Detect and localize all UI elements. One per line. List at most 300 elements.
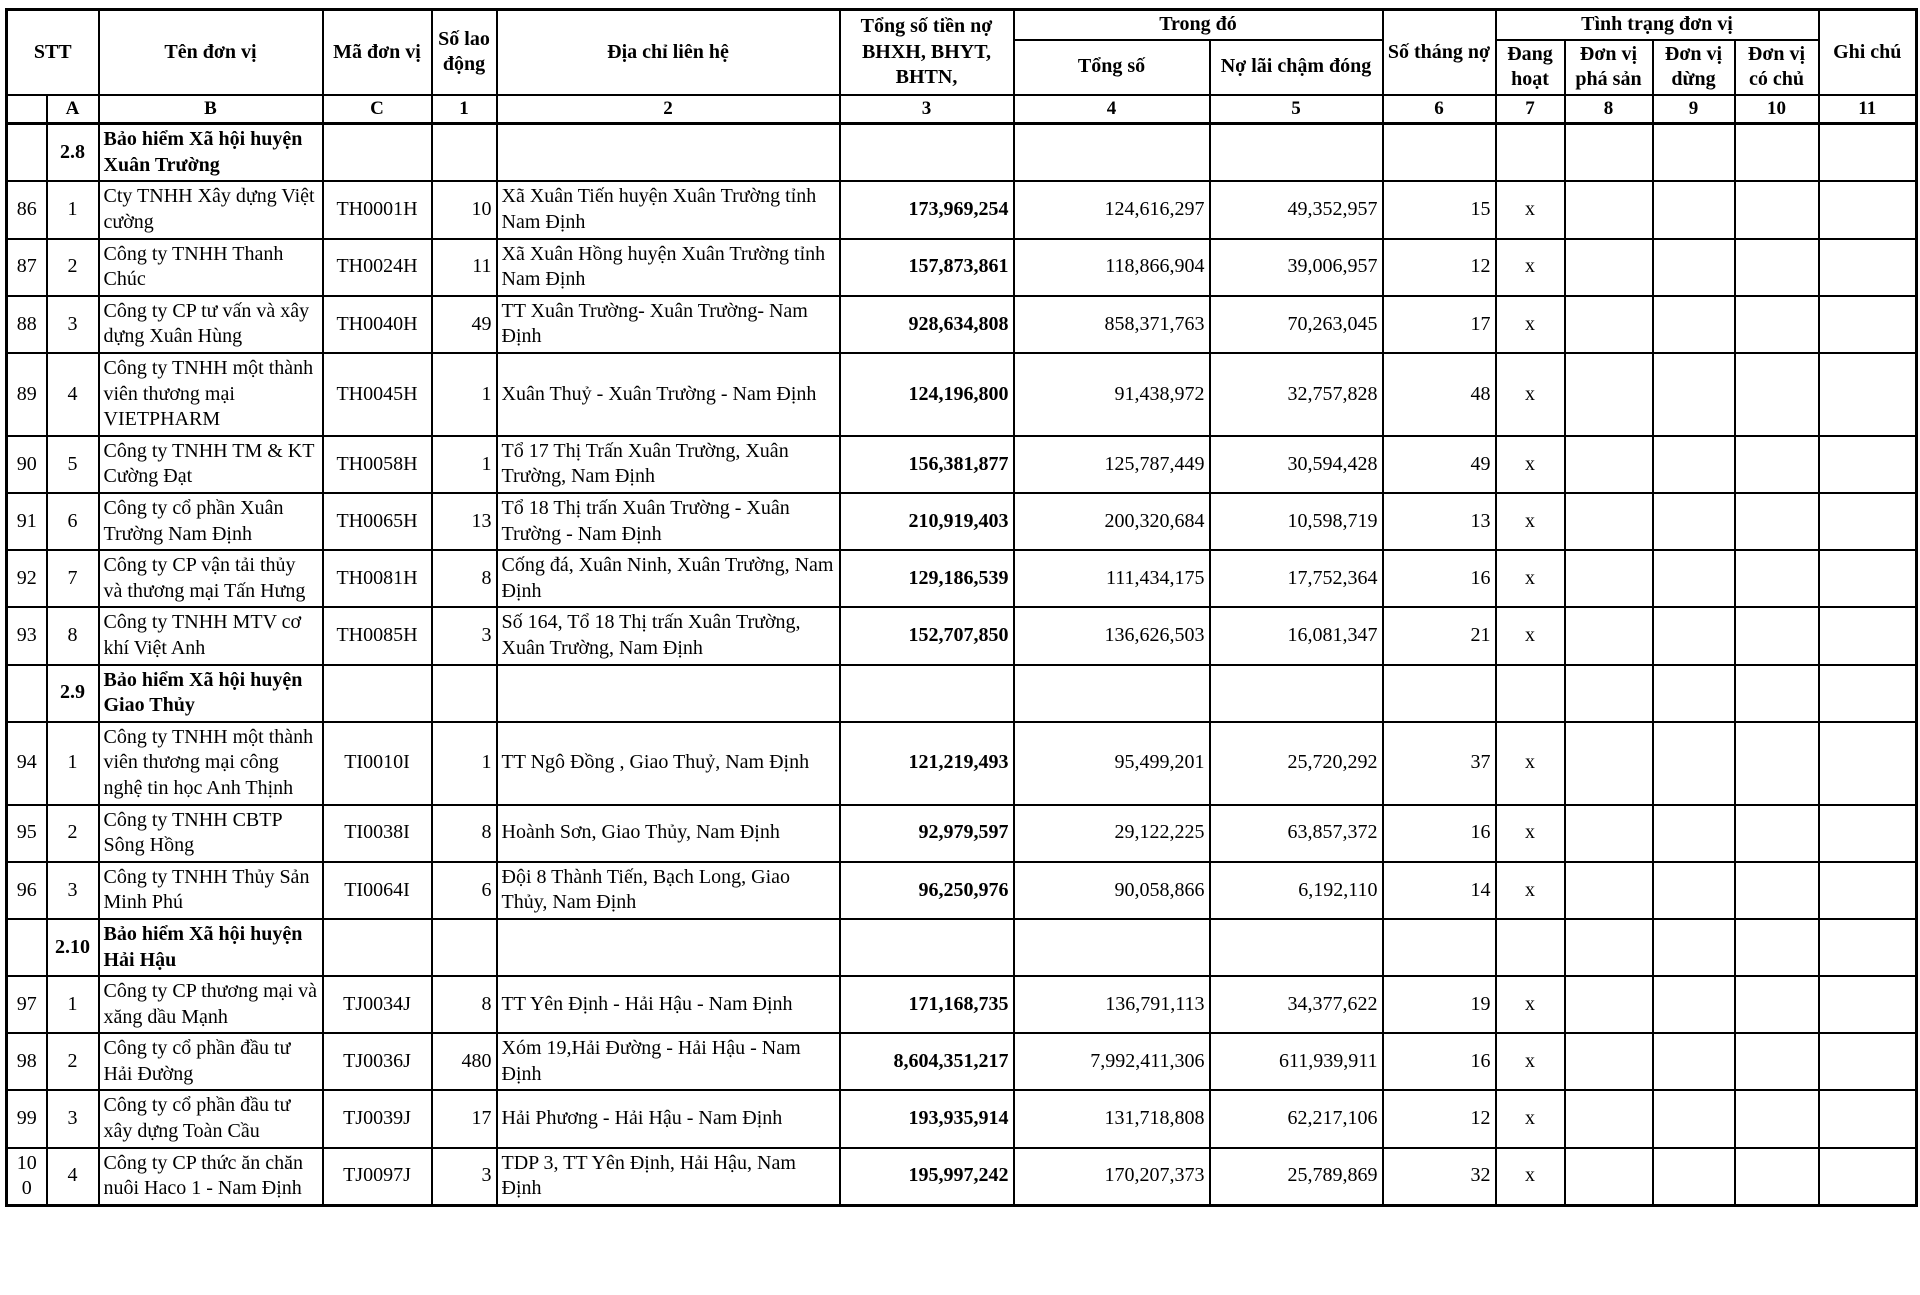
- section-row: [7, 665, 1917, 722]
- stt-cell: 96: [7, 862, 47, 919]
- late-interest-cell: 39,006,957: [1210, 239, 1383, 296]
- status-active-cell: x: [1496, 239, 1565, 296]
- empty-cell: [840, 124, 1014, 182]
- index-cell-c: C: [323, 95, 432, 124]
- late-interest-cell: 70,263,045: [1210, 296, 1383, 353]
- status-owner-cell: [1735, 1148, 1819, 1206]
- status-bankrupt-cell: [1565, 1033, 1653, 1090]
- status-stopped-cell: [1653, 550, 1735, 607]
- note-cell: [1819, 722, 1917, 805]
- note-cell: [1819, 607, 1917, 664]
- empty-cell: [7, 919, 47, 976]
- empty-cell: [497, 919, 840, 976]
- status-active-cell: x: [1496, 181, 1565, 238]
- total-debt-cell: 121,219,493: [840, 722, 1014, 805]
- empty-cell: [432, 124, 497, 182]
- section-row: [7, 919, 1917, 976]
- total-debt-cell: 156,381,877: [840, 436, 1014, 493]
- address-cell: TDP 3, TT Yên Định, Hải Hậu, Nam Định: [497, 1148, 840, 1206]
- index-cell-10: 10: [1735, 95, 1819, 124]
- status-owner-cell: [1735, 493, 1819, 550]
- index-cell-2: 2: [497, 95, 840, 124]
- status-stopped-cell: [1653, 1033, 1735, 1090]
- index-cell-9: 9: [1653, 95, 1735, 124]
- index-cell-a: A: [47, 95, 99, 124]
- workers-cell: 8: [432, 976, 497, 1033]
- empty-cell: [432, 919, 497, 976]
- status-owner-cell: [1735, 976, 1819, 1033]
- unit-name-cell: Công ty CP vận tải thủy và thương mại Tấn Hưng: [99, 550, 323, 607]
- index-cell: 6: [47, 493, 99, 550]
- unit-code-cell: TH0058H: [323, 436, 432, 493]
- principal-cell: 124,616,297: [1014, 181, 1210, 238]
- section-title: Bảo hiểm Xã hội huyện Xuân Trường: [99, 124, 323, 182]
- index-cell-3: 3: [840, 95, 1014, 124]
- workers-cell: 3: [432, 607, 497, 664]
- empty-cell: [1653, 665, 1735, 722]
- empty-cell: [1496, 665, 1565, 722]
- index-cell: 1: [47, 181, 99, 238]
- address-cell: Xã Xuân Tiến huyện Xuân Trường tỉnh Nam Định: [497, 181, 840, 238]
- status-stopped-cell: [1653, 976, 1735, 1033]
- stt-cell: 97: [7, 976, 47, 1033]
- months-cell: 19: [1383, 976, 1496, 1033]
- empty-cell: [7, 665, 47, 722]
- workers-cell: 1: [432, 722, 497, 805]
- unit-name-cell: Công ty cổ phần Xuân Trường Nam Định: [99, 493, 323, 550]
- empty-cell: [1735, 665, 1819, 722]
- principal-cell: 858,371,763: [1014, 296, 1210, 353]
- status-stopped-cell: [1653, 239, 1735, 296]
- total-debt-cell: 195,997,242: [840, 1148, 1014, 1206]
- index-cell: 1: [47, 976, 99, 1033]
- status-owner-cell: [1735, 1033, 1819, 1090]
- empty-cell: [1819, 124, 1917, 182]
- late-interest-cell: 16,081,347: [1210, 607, 1383, 664]
- status-stopped-cell: [1653, 493, 1735, 550]
- principal-cell: 90,058,866: [1014, 862, 1210, 919]
- late-interest-cell: 62,217,106: [1210, 1090, 1383, 1147]
- empty-cell: [1496, 919, 1565, 976]
- index-cell: 2: [47, 1033, 99, 1090]
- late-interest-cell: 32,757,828: [1210, 353, 1383, 436]
- status-bankrupt-cell: [1565, 607, 1653, 664]
- section-title: Bảo hiểm Xã hội huyện Hải Hậu: [99, 919, 323, 976]
- late-interest-cell: 30,594,428: [1210, 436, 1383, 493]
- unit-code-cell: TJ0036J: [323, 1033, 432, 1090]
- unit-code-cell: TH0001H: [323, 181, 432, 238]
- empty-cell: [1496, 124, 1565, 182]
- empty-cell: [7, 124, 47, 182]
- address-cell: Tổ 17 Thị Trấn Xuân Trường, Xuân Trường, Nam Định: [497, 436, 840, 493]
- empty-cell: [323, 665, 432, 722]
- stt-cell: 87: [7, 239, 47, 296]
- note-cell: [1819, 239, 1917, 296]
- months-cell: 16: [1383, 550, 1496, 607]
- header-stt: STT: [7, 10, 99, 95]
- header-status-stopped: Đơn vị dừng: [1653, 40, 1735, 95]
- months-cell: 48: [1383, 353, 1496, 436]
- late-interest-cell: 25,789,869: [1210, 1148, 1383, 1206]
- workers-cell: 1: [432, 436, 497, 493]
- total-debt-cell: 928,634,808: [840, 296, 1014, 353]
- index-cell: 7: [47, 550, 99, 607]
- principal-cell: 118,866,904: [1014, 239, 1210, 296]
- index-cell-8: 8: [1565, 95, 1653, 124]
- empty-cell: [1210, 665, 1383, 722]
- stt-cell: 90: [7, 436, 47, 493]
- unit-code-cell: TH0024H: [323, 239, 432, 296]
- stt-cell: 93: [7, 607, 47, 664]
- stt-cell: 91: [7, 493, 47, 550]
- principal-cell: 170,207,373: [1014, 1148, 1210, 1206]
- unit-name-cell: Công ty CP thức ăn chăn nuôi Haco 1 - Nam Định: [99, 1148, 323, 1206]
- data-row: [7, 239, 1917, 296]
- address-cell: Số 164, Tổ 18 Thị trấn Xuân Trường, Xuân Trường, Nam Định: [497, 607, 840, 664]
- stt-cell: 99: [7, 1090, 47, 1147]
- late-interest-cell: 611,939,911: [1210, 1033, 1383, 1090]
- unit-name-cell: Công ty TNHH một thành viên thương mại công nghệ tin học Anh Thịnh: [99, 722, 323, 805]
- late-interest-cell: 63,857,372: [1210, 805, 1383, 862]
- index-cell: 1: [47, 722, 99, 805]
- workers-cell: 6: [432, 862, 497, 919]
- header-unit-code: Mã đơn vị: [323, 10, 432, 95]
- index-cell: 8: [47, 607, 99, 664]
- header-principal: Tổng số: [1014, 40, 1210, 95]
- unit-code-cell: TH0045H: [323, 353, 432, 436]
- unit-code-cell: TJ0039J: [323, 1090, 432, 1147]
- data-row: [7, 493, 1917, 550]
- unit-code-cell: TH0081H: [323, 550, 432, 607]
- status-bankrupt-cell: [1565, 1148, 1653, 1206]
- months-cell: 14: [1383, 862, 1496, 919]
- status-stopped-cell: [1653, 722, 1735, 805]
- status-stopped-cell: [1653, 862, 1735, 919]
- status-bankrupt-cell: [1565, 722, 1653, 805]
- empty-cell: [1014, 124, 1210, 182]
- status-owner-cell: [1735, 722, 1819, 805]
- section-number: 2.9: [47, 665, 99, 722]
- principal-cell: 136,791,113: [1014, 976, 1210, 1033]
- index-cell: 4: [47, 353, 99, 436]
- unit-name-cell: Công ty cổ phần đầu tư xây dựng Toàn Cầu: [99, 1090, 323, 1147]
- status-stopped-cell: [1653, 805, 1735, 862]
- unit-name-cell: Công ty TNHH MTV cơ khí Việt Anh: [99, 607, 323, 664]
- status-bankrupt-cell: [1565, 1090, 1653, 1147]
- status-bankrupt-cell: [1565, 976, 1653, 1033]
- months-cell: 16: [1383, 805, 1496, 862]
- header-status-owner: Đơn vị có chủ: [1735, 40, 1819, 95]
- index-cell-4: 4: [1014, 95, 1210, 124]
- unit-name-cell: Công ty TNHH TM & KT Cường Đạt: [99, 436, 323, 493]
- workers-cell: 13: [432, 493, 497, 550]
- unit-code-cell: TH0085H: [323, 607, 432, 664]
- total-debt-cell: 96,250,976: [840, 862, 1014, 919]
- empty-cell: [1735, 124, 1819, 182]
- status-active-cell: x: [1496, 862, 1565, 919]
- header-months: Số tháng nợ: [1383, 10, 1496, 95]
- header-trong-do: Trong đó: [1014, 10, 1383, 40]
- empty-cell: [1565, 665, 1653, 722]
- unit-code-cell: TI0064I: [323, 862, 432, 919]
- note-cell: [1819, 181, 1917, 238]
- status-stopped-cell: [1653, 296, 1735, 353]
- status-active-cell: x: [1496, 353, 1565, 436]
- status-active-cell: x: [1496, 296, 1565, 353]
- total-debt-cell: 210,919,403: [840, 493, 1014, 550]
- empty-cell: [1565, 124, 1653, 182]
- empty-cell: [497, 124, 840, 182]
- workers-cell: 49: [432, 296, 497, 353]
- workers-cell: 3: [432, 1148, 497, 1206]
- status-owner-cell: [1735, 550, 1819, 607]
- empty-cell: [1383, 124, 1496, 182]
- status-bankrupt-cell: [1565, 296, 1653, 353]
- unit-code-cell: TI0010I: [323, 722, 432, 805]
- unit-name-cell: Công ty CP thương mại và xăng dầu Mạnh: [99, 976, 323, 1033]
- months-cell: 49: [1383, 436, 1496, 493]
- header-total-debt: Tổng số tiền nợ BHXH, BHYT, BHTN,: [840, 10, 1014, 95]
- late-interest-cell: 10,598,719: [1210, 493, 1383, 550]
- status-bankrupt-cell: [1565, 239, 1653, 296]
- header-late-interest: Nợ lãi chậm đóng: [1210, 40, 1383, 95]
- status-owner-cell: [1735, 607, 1819, 664]
- unit-code-cell: TJ0034J: [323, 976, 432, 1033]
- index-cell: 3: [47, 296, 99, 353]
- data-row: [7, 1090, 1917, 1147]
- status-stopped-cell: [1653, 607, 1735, 664]
- unit-name-cell: Công ty TNHH một thành viên thương mại VIETPHARM: [99, 353, 323, 436]
- index-cell-b: B: [99, 95, 323, 124]
- principal-cell: 91,438,972: [1014, 353, 1210, 436]
- status-owner-cell: [1735, 181, 1819, 238]
- stt-cell: 100: [7, 1148, 47, 1206]
- note-cell: [1819, 436, 1917, 493]
- status-bankrupt-cell: [1565, 805, 1653, 862]
- stt-cell: 88: [7, 296, 47, 353]
- principal-cell: 131,718,808: [1014, 1090, 1210, 1147]
- stt-cell: 89: [7, 353, 47, 436]
- status-owner-cell: [1735, 436, 1819, 493]
- status-active-cell: x: [1496, 436, 1565, 493]
- empty-cell: [840, 665, 1014, 722]
- status-stopped-cell: [1653, 1148, 1735, 1206]
- data-row: [7, 805, 1917, 862]
- status-active-cell: x: [1496, 722, 1565, 805]
- status-owner-cell: [1735, 239, 1819, 296]
- status-stopped-cell: [1653, 1090, 1735, 1147]
- total-debt-cell: 8,604,351,217: [840, 1033, 1014, 1090]
- note-cell: [1819, 296, 1917, 353]
- principal-cell: 111,434,175: [1014, 550, 1210, 607]
- workers-cell: 480: [432, 1033, 497, 1090]
- index-cell: 2: [47, 239, 99, 296]
- empty-cell: [1210, 919, 1383, 976]
- status-bankrupt-cell: [1565, 181, 1653, 238]
- data-row: [7, 296, 1917, 353]
- index-cell-7: 7: [1496, 95, 1565, 124]
- unit-name-cell: Công ty TNHH Thủy Sản Minh Phú: [99, 862, 323, 919]
- empty-cell: [840, 919, 1014, 976]
- months-cell: 12: [1383, 1090, 1496, 1147]
- section-number: 2.10: [47, 919, 99, 976]
- empty-cell: [1735, 919, 1819, 976]
- months-cell: 37: [1383, 722, 1496, 805]
- note-cell: [1819, 976, 1917, 1033]
- total-debt-cell: 129,186,539: [840, 550, 1014, 607]
- note-cell: [1819, 805, 1917, 862]
- note-cell: [1819, 1090, 1917, 1147]
- status-owner-cell: [1735, 296, 1819, 353]
- empty-cell: [1014, 665, 1210, 722]
- stt-cell: 94: [7, 722, 47, 805]
- total-debt-cell: 92,979,597: [840, 805, 1014, 862]
- status-stopped-cell: [1653, 436, 1735, 493]
- status-active-cell: x: [1496, 1090, 1565, 1147]
- workers-cell: 17: [432, 1090, 497, 1147]
- status-active-cell: x: [1496, 550, 1565, 607]
- note-cell: [1819, 1033, 1917, 1090]
- unit-code-cell: TH0065H: [323, 493, 432, 550]
- total-debt-cell: 152,707,850: [840, 607, 1014, 664]
- header-address: Địa chỉ liên hệ: [497, 10, 840, 95]
- table-header: [7, 10, 1917, 124]
- empty-cell: [1383, 919, 1496, 976]
- empty-cell: [323, 124, 432, 182]
- status-bankrupt-cell: [1565, 493, 1653, 550]
- workers-cell: 1: [432, 353, 497, 436]
- total-debt-cell: 157,873,861: [840, 239, 1014, 296]
- total-debt-cell: 173,969,254: [840, 181, 1014, 238]
- workers-cell: 11: [432, 239, 497, 296]
- data-row: [7, 181, 1917, 238]
- data-row: [7, 353, 1917, 436]
- status-bankrupt-cell: [1565, 353, 1653, 436]
- index-cell-6: 6: [1383, 95, 1496, 124]
- months-cell: 32: [1383, 1148, 1496, 1206]
- header-workers: Số lao động: [432, 10, 497, 95]
- workers-cell: 8: [432, 805, 497, 862]
- late-interest-cell: 49,352,957: [1210, 181, 1383, 238]
- header-status-active: Đang hoạt: [1496, 40, 1565, 95]
- unit-code-cell: TI0038I: [323, 805, 432, 862]
- status-stopped-cell: [1653, 181, 1735, 238]
- data-row: [7, 550, 1917, 607]
- status-bankrupt-cell: [1565, 862, 1653, 919]
- address-cell: TT Yên Định - Hải Hậu - Nam Định: [497, 976, 840, 1033]
- late-interest-cell: 17,752,364: [1210, 550, 1383, 607]
- header-row-1: [7, 10, 1917, 40]
- address-cell: Xóm 19,Hải Đường - Hải Hậu - Nam Định: [497, 1033, 840, 1090]
- empty-cell: [1819, 665, 1917, 722]
- months-cell: 17: [1383, 296, 1496, 353]
- months-cell: 21: [1383, 607, 1496, 664]
- unit-code-cell: TH0040H: [323, 296, 432, 353]
- table-body: [7, 124, 1917, 1206]
- index-cell-1: 1: [432, 95, 497, 124]
- stt-cell: 95: [7, 805, 47, 862]
- status-bankrupt-cell: [1565, 550, 1653, 607]
- address-cell: Xã Xuân Hồng huyện Xuân Trường tỉnh Nam Định: [497, 239, 840, 296]
- empty-cell: [1383, 665, 1496, 722]
- empty-cell: [1819, 919, 1917, 976]
- address-cell: Tổ 18 Thị trấn Xuân Trường - Xuân Trường - Nam Định: [497, 493, 840, 550]
- status-owner-cell: [1735, 805, 1819, 862]
- unit-name-cell: Công ty TNHH CBTP Sông Hồng: [99, 805, 323, 862]
- unit-name-cell: Cty TNHH Xây dựng Việt cường: [99, 181, 323, 238]
- principal-cell: 200,320,684: [1014, 493, 1210, 550]
- index-cell-11: 11: [1819, 95, 1917, 124]
- header-status-group: Tình trạng đơn vị: [1496, 10, 1819, 40]
- months-cell: 12: [1383, 239, 1496, 296]
- unit-name-cell: Công ty CP tư vấn và xây dựng Xuân Hùng: [99, 296, 323, 353]
- address-cell: Cống đá, Xuân Ninh, Xuân Trường, Nam Định: [497, 550, 840, 607]
- address-cell: Hải Phương - Hải Hậu - Nam Định: [497, 1090, 840, 1147]
- empty-cell: [323, 919, 432, 976]
- empty-cell: [1653, 919, 1735, 976]
- stt-cell: 92: [7, 550, 47, 607]
- address-cell: TT Ngô Đồng , Giao Thuỷ, Nam Định: [497, 722, 840, 805]
- address-cell: Đội 8 Thành Tiến, Bạch Long, Giao Thủy, Nam Định: [497, 862, 840, 919]
- index-cell-blank: [7, 95, 47, 124]
- status-bankrupt-cell: [1565, 436, 1653, 493]
- total-debt-cell: 171,168,735: [840, 976, 1014, 1033]
- total-debt-cell: 124,196,800: [840, 353, 1014, 436]
- late-interest-cell: 25,720,292: [1210, 722, 1383, 805]
- principal-cell: 95,499,201: [1014, 722, 1210, 805]
- stt-cell: 98: [7, 1033, 47, 1090]
- status-owner-cell: [1735, 862, 1819, 919]
- workers-cell: 10: [432, 181, 497, 238]
- principal-cell: 29,122,225: [1014, 805, 1210, 862]
- section-title: Bảo hiểm Xã hội huyện Giao Thủy: [99, 665, 323, 722]
- data-row: [7, 722, 1917, 805]
- data-row: [7, 862, 1917, 919]
- header-note: Ghi chú: [1819, 10, 1917, 95]
- section-number: 2.8: [47, 124, 99, 182]
- status-active-cell: x: [1496, 1033, 1565, 1090]
- principal-cell: 136,626,503: [1014, 607, 1210, 664]
- note-cell: [1819, 493, 1917, 550]
- months-cell: 15: [1383, 181, 1496, 238]
- status-owner-cell: [1735, 353, 1819, 436]
- principal-cell: 7,992,411,306: [1014, 1033, 1210, 1090]
- total-debt-cell: 193,935,914: [840, 1090, 1014, 1147]
- index-cell: 5: [47, 436, 99, 493]
- index-row: [7, 95, 1917, 124]
- empty-cell: [1565, 919, 1653, 976]
- status-active-cell: x: [1496, 805, 1565, 862]
- note-cell: [1819, 862, 1917, 919]
- empty-cell: [1014, 919, 1210, 976]
- status-active-cell: x: [1496, 493, 1565, 550]
- note-cell: [1819, 550, 1917, 607]
- status-active-cell: x: [1496, 607, 1565, 664]
- header-unit-name: Tên đơn vị: [99, 10, 323, 95]
- late-interest-cell: 6,192,110: [1210, 862, 1383, 919]
- index-cell-5: 5: [1210, 95, 1383, 124]
- empty-cell: [432, 665, 497, 722]
- note-cell: [1819, 353, 1917, 436]
- unit-name-cell: Công ty TNHH Thanh Chúc: [99, 239, 323, 296]
- late-interest-cell: 34,377,622: [1210, 976, 1383, 1033]
- stt-cell: 86: [7, 181, 47, 238]
- address-cell: TT Xuân Trường- Xuân Trường- Nam Định: [497, 296, 840, 353]
- status-active-cell: x: [1496, 976, 1565, 1033]
- note-cell: [1819, 1148, 1917, 1206]
- address-cell: Hoành Sơn, Giao Thủy, Nam Định: [497, 805, 840, 862]
- data-row: [7, 436, 1917, 493]
